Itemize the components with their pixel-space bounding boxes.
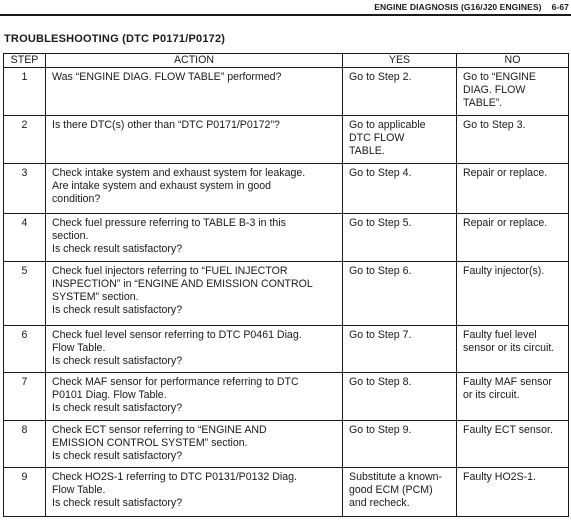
page-number: 6-67 <box>551 2 569 12</box>
no-line: Faulty injector(s). <box>463 265 545 277</box>
no-line: sensor or its circuit. <box>463 342 555 354</box>
no-cell <box>457 468 569 517</box>
yes-cell <box>343 164 457 214</box>
yes-cell <box>343 116 457 164</box>
action-line: Is there DTC(s) other than “DTC P0171/P0172”? <box>52 119 280 131</box>
action-cell <box>46 373 343 421</box>
action-cell <box>46 164 343 214</box>
action-line: Check MAF sensor for performance referring to DTC <box>52 376 299 388</box>
no-line: Faulty HO2S-1. <box>463 471 537 483</box>
header-rule <box>0 14 571 16</box>
no-cell <box>457 214 569 262</box>
action-cell <box>46 68 343 116</box>
action-cell <box>46 468 343 517</box>
yes-cell <box>343 262 457 326</box>
table-row <box>4 214 569 262</box>
yes-cell <box>343 68 457 116</box>
yes-line: Go to Step 5. <box>349 217 412 229</box>
action-line: Is check result satisfactory? <box>52 402 183 414</box>
step-cell: 3 <box>4 164 46 214</box>
yes-cell <box>343 326 457 373</box>
yes-cell <box>343 421 457 468</box>
action-line: Is check result satisfactory? <box>52 450 183 462</box>
action-line: INSPECTION” in “ENGINE AND EMISSION CONTROL <box>52 278 313 290</box>
no-line: Go to Step 3. <box>463 119 526 131</box>
action-line: Are intake system and exhaust system in good <box>52 180 272 192</box>
step-cell: 5 <box>4 262 46 326</box>
no-cell <box>457 164 569 214</box>
action-line: Check fuel pressure referring to TABLE B-3 in this <box>52 217 286 229</box>
action-cell <box>46 116 343 164</box>
action-cell <box>46 421 343 468</box>
yes-line: DTC FLOW <box>349 132 405 144</box>
no-line: or its circuit. <box>463 389 520 401</box>
step-cell: 1 <box>4 68 46 116</box>
no-line: Repair or replace. <box>463 217 548 229</box>
column-header-step: STEP <box>4 54 46 68</box>
table-row <box>4 68 569 116</box>
no-cell <box>457 262 569 326</box>
action-line: Check intake system and exhaust system for leakage. <box>52 167 306 179</box>
yes-line: Go to Step 4. <box>349 167 412 179</box>
yes-line: and recheck. <box>349 497 410 509</box>
yes-cell <box>343 214 457 262</box>
page-title: TROUBLESHOOTING (DTC P0171/P0172) <box>4 33 226 45</box>
section-title: ENGINE DIAGNOSIS (G16/J20 ENGINES) <box>374 2 542 12</box>
no-line: Go to “ENGINE <box>463 71 536 83</box>
yes-line: Go to applicable <box>349 119 426 131</box>
page-header <box>374 2 569 12</box>
action-cell <box>46 326 343 373</box>
action-line: P0101 Diag. Flow Table. <box>52 389 167 401</box>
yes-line: TABLE. <box>349 145 385 157</box>
action-cell <box>46 214 343 262</box>
yes-cell <box>343 468 457 517</box>
table-row <box>4 373 569 421</box>
action-line: condition? <box>52 193 101 205</box>
step-cell: 9 <box>4 468 46 517</box>
troubleshooting-table <box>3 53 569 517</box>
action-line: Is check result satisfactory? <box>52 355 183 367</box>
action-line: Check fuel level sensor referring to DTC P0461 Diag. <box>52 329 302 341</box>
table-row <box>4 326 569 373</box>
table-body <box>4 68 569 517</box>
action-line: Check ECT sensor referring to “ENGINE AND <box>52 424 267 436</box>
no-line: DIAG. FLOW <box>463 84 526 96</box>
step-cell: 2 <box>4 116 46 164</box>
no-line: Repair or replace. <box>463 167 548 179</box>
yes-cell <box>343 373 457 421</box>
action-line: Is check result satisfactory? <box>52 497 183 509</box>
action-line: EMISSION CONTROL SYSTEM” section. <box>52 437 248 449</box>
column-header-action: ACTION <box>46 54 343 68</box>
step-cell: 7 <box>4 373 46 421</box>
column-header-no: NO <box>457 54 569 68</box>
no-cell <box>457 373 569 421</box>
no-cell <box>457 116 569 164</box>
no-cell <box>457 68 569 116</box>
column-header-yes: YES <box>343 54 457 68</box>
table-row <box>4 164 569 214</box>
yes-line: Go to Step 9. <box>349 424 412 436</box>
step-cell: 4 <box>4 214 46 262</box>
action-cell <box>46 262 343 326</box>
action-line: Flow Table. <box>52 342 106 354</box>
action-line: section. <box>52 230 89 242</box>
action-line: Check HO2S-1 referring to DTC P0131/P0132 Diag. <box>52 471 297 483</box>
action-line: Is check result satisfactory? <box>52 304 183 316</box>
yes-line: Go to Step 2. <box>349 71 412 83</box>
step-cell: 8 <box>4 421 46 468</box>
no-line: TABLE”. <box>463 97 503 109</box>
no-line: Faulty MAF sensor <box>463 376 552 388</box>
no-cell <box>457 421 569 468</box>
action-line: Flow Table. <box>52 484 106 496</box>
yes-line: good ECM (PCM) <box>349 484 433 496</box>
table-row <box>4 421 569 468</box>
no-line: Faulty fuel level <box>463 329 537 341</box>
yes-line: Go to Step 7. <box>349 329 412 341</box>
no-line: Faulty ECT sensor. <box>463 424 553 436</box>
action-line: SYSTEM” section. <box>52 291 139 303</box>
no-cell <box>457 326 569 373</box>
action-line: Check fuel injectors referring to “FUEL INJECTOR <box>52 265 288 277</box>
yes-line: Go to Step 8. <box>349 376 412 388</box>
table-header-row <box>4 54 569 68</box>
yes-line: Substitute a known- <box>349 471 443 483</box>
action-line: Was “ENGINE DIAG. FLOW TABLE” performed? <box>52 71 282 83</box>
step-cell: 6 <box>4 326 46 373</box>
table-row <box>4 262 569 326</box>
action-line: Is check result satisfactory? <box>52 243 183 255</box>
table-row <box>4 468 569 517</box>
table-row <box>4 116 569 164</box>
yes-line: Go to Step 6. <box>349 265 412 277</box>
